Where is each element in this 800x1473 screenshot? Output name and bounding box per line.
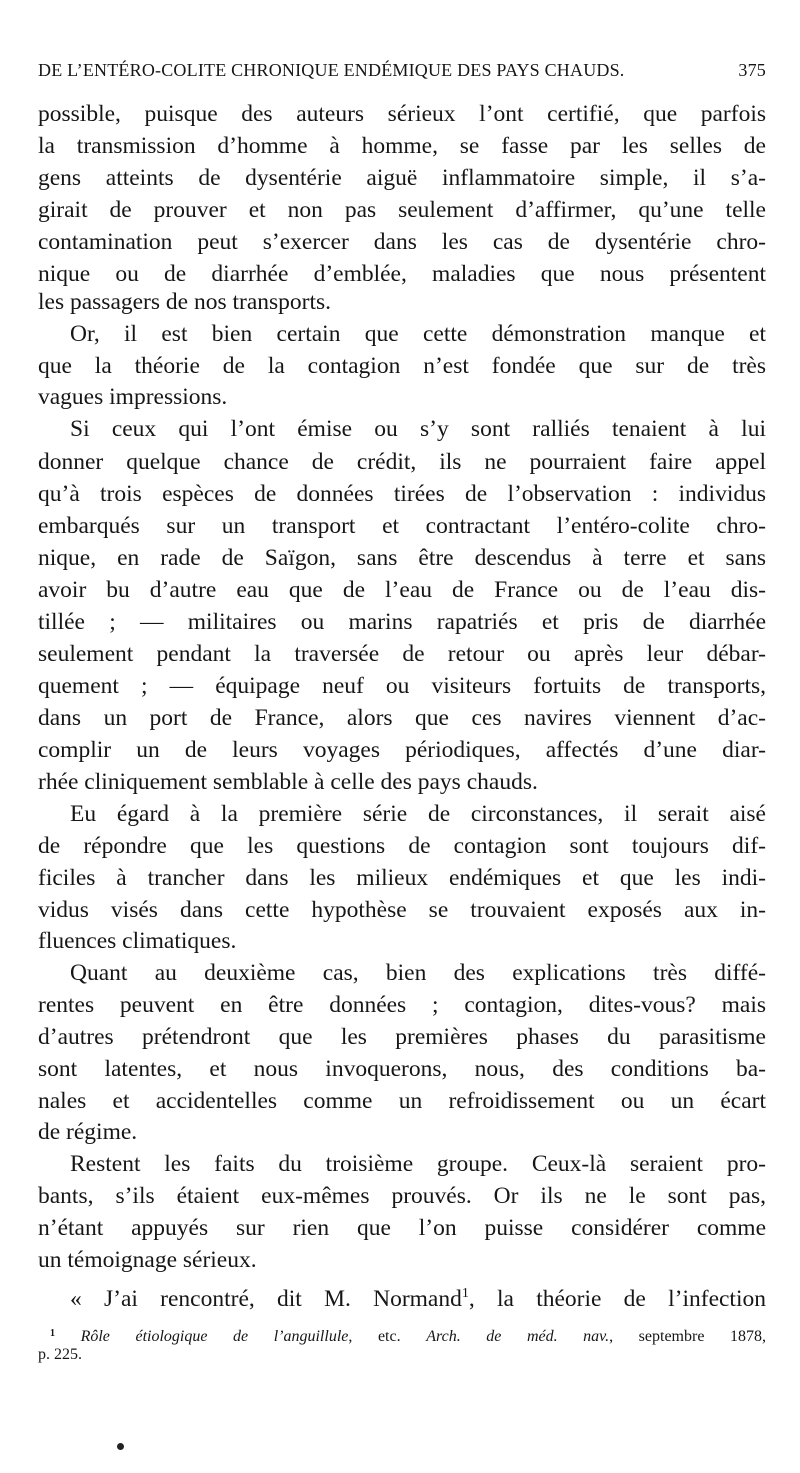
text-line: vidus visés dans cette hypothèse se trouvaient exposés aux in-	[38, 897, 766, 923]
text-line	[38, 1278, 766, 1310]
text-fragment: « J’ai rencontré, dit M. Normand	[70, 1286, 462, 1312]
text-line: sont latentes, et nous invoquerons, nous, des conditions ba-	[38, 1056, 766, 1082]
text-line: nique, en rade de Saïgon, sans être descendus à terre et sans	[38, 545, 766, 571]
text-line: Restent les faits du troisième groupe. Ceux-là seraient pro-	[70, 1151, 766, 1177]
footnote-marker: 1	[50, 1328, 55, 1339]
text-line: avoir bu d’autre eau que de l’eau de France ou de l’eau dis-	[38, 577, 766, 603]
text-line: gens atteints de dysentérie aiguë inflammatoire simple, il s’a-	[38, 165, 766, 191]
text-line: que la théorie de la contagion n’est fondée que sur de très	[38, 353, 766, 379]
text-line: de régime.	[38, 1119, 138, 1145]
text-line: donner quelque chance de crédit, ils ne pourraient faire appel	[38, 449, 766, 475]
text-line: un témoignage sérieux.	[38, 1247, 257, 1273]
running-title: DE L’ENTÉRO-COLITE CHRONIQUE ENDÉMIQUE DES PAYS CHAUDS.	[38, 60, 625, 80]
footnote-text: , etc.	[348, 1328, 427, 1345]
text-line: ficiles à trancher dans les milieux endémiques et que les indi-	[38, 865, 766, 891]
ink-speck	[117, 1443, 124, 1450]
text-line: complir un de leurs voyages périodiques, affectés d’une diar-	[38, 737, 766, 763]
text-line: de répondre que les questions de contagion sont toujours dif-	[38, 833, 766, 859]
footnote-line: p. 225.	[38, 1346, 82, 1363]
text-line: possible, puisque des auteurs sérieux l’ont certifié, que parfois	[38, 101, 766, 127]
text-line: bants, s’ils étaient eux-mêmes prouvés. Or ils ne le sont pas,	[38, 1183, 766, 1209]
text-line: Si ceux qui l’ont émise ou s’y sont ralliés tenaient à lui	[70, 416, 766, 442]
text-line: tillée ; — militaires ou marins rapatriés et pris de diarrhée	[38, 609, 766, 635]
text-line: girait de prouver et non pas seulement d’affirmer, qu’une telle	[38, 197, 766, 223]
text-line: Or, il est bien certain que cette démonstration manque et	[70, 321, 766, 347]
text-line: nales et accidentelles comme un refroidissement ou un écart	[38, 1088, 766, 1114]
text-line: rentes peuvent en être données ; contagion, dites-vous? mais	[38, 992, 766, 1018]
text-line: d’autres prétendront que les premières phases du parasitisme	[38, 1024, 766, 1050]
text-line: nique ou de diarrhée d’emblée, maladies que nous présentent	[38, 261, 766, 287]
page-number: 375	[738, 60, 766, 80]
footnote-text: , septembre 1878,	[609, 1328, 767, 1345]
page-header	[38, 60, 766, 86]
text-line: Quant au deuxième cas, bien des explications très diffé-	[70, 960, 766, 986]
text-line: rhée cliniquement semblable à celle des pays chauds.	[38, 769, 538, 795]
text-line: quement ; — équipage neuf ou visiteurs fortuits de transports,	[38, 673, 766, 699]
text-line: vagues impressions.	[38, 384, 228, 410]
text-line: Eu égard à la première série de circonstances, il serait aisé	[70, 801, 766, 827]
text-line: qu’à trois espèces de données tirées de l’observation : individus	[38, 481, 766, 507]
footnote-line	[38, 1323, 766, 1345]
text-line: embarqués sur un transport et contractant l’entéro-colite chro-	[38, 513, 766, 539]
text-line: fluences climatiques.	[38, 928, 237, 954]
footnote-title: Rôle étiologique de l’anguillule	[80, 1328, 349, 1345]
text-line: n’étant appuyés sur rien que l’on puisse considérer comme	[38, 1215, 766, 1241]
text-fragment: , la théorie de l’infection	[468, 1286, 766, 1312]
footnote-reference: 1	[461, 1286, 469, 1301]
text-line: seulement pendant la traversée de retour ou après leur débar-	[38, 641, 766, 667]
text-line: les passagers de nos transports.	[38, 289, 332, 315]
text-line: contamination peut s’exercer dans les cas de dysentérie chro-	[38, 229, 766, 255]
footnote-journal: Arch. de méd. nav.	[426, 1328, 610, 1345]
text-line: dans un port de France, alors que ces navires viennent d’ac-	[38, 705, 766, 731]
text-line: la transmission d’homme à homme, se fasse par les selles de	[38, 133, 766, 159]
